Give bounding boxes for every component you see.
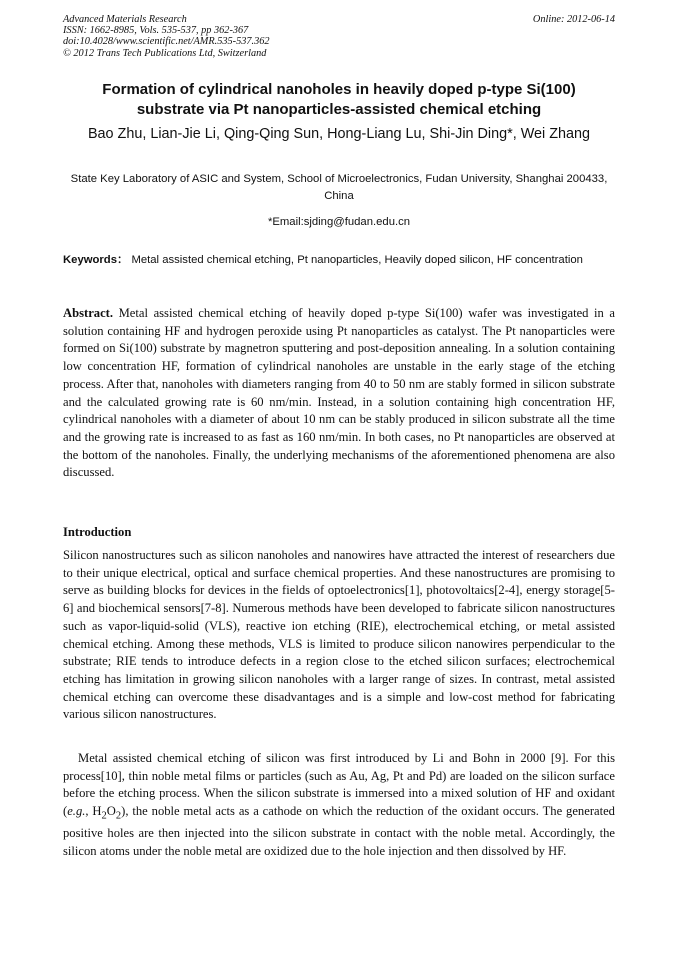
paper-title: Formation of cylindrical nanoholes in heavily doped p-type Si(100) substrate via Pt nanoparticles-assisted chemical etching: [102, 81, 576, 118]
keywords-section: [63, 252, 615, 269]
keywords-label: Keywords：: [63, 254, 129, 266]
doi-line: doi:10.4028/www.scientific.net/AMR.535-537.362: [63, 36, 270, 48]
copyright-line: © 2012 Trans Tech Publications Ltd, Switzerland: [63, 47, 267, 59]
para2-subscript-1: 2: [101, 810, 107, 822]
journal-name: Advanced Materials Research: [63, 14, 187, 25]
abstract-section: [63, 305, 615, 482]
keywords-text: Metal assisted chemical etching, Pt nanoparticles, Heavily doped silicon, HF concentration: [131, 254, 583, 266]
affiliation: State Key Laboratory of ASIC and System, School of Microelectronics, Fudan University, Shanghai 200433, China: [70, 173, 608, 202]
introduction-heading: Introduction: [63, 525, 132, 539]
para2-text-before: Metal assisted chemical etching of silicon was first introduced by Li and Bohn in 2000 [9]. For this process[10], thin noble metal films or particles (such as Au, Ag, Pt and Pd) are loaded on the silicon surface before the etching process. When the silicon substrate is immersed into a mixed solution of HF and oxidant (: [63, 751, 615, 819]
author-list: Bao Zhu, Lian-Jie Li, Qing-Qing Sun, Hong-Liang Lu, Shi-Jin Ding*, Wei Zhang: [87, 126, 591, 142]
para2-text-mid: , H: [85, 804, 102, 819]
abstract-label: Abstract.: [63, 306, 114, 320]
para2-oxygen: O: [106, 804, 116, 819]
corresponding-email: *Email:sjding@fudan.edu.cn: [267, 216, 411, 228]
introduction-paragraph-2: [63, 750, 615, 861]
abstract-text: Metal assisted chemical etching of heavily doped p-type Si(100) wafer was investigated in a solution containing HF and hydrogen peroxide using Pt nanoparticles as catalyst. The Pt nanoparticles were formed on Si(100) substrate by magnetron sputtering and post-deposition annealing. In a solution containing low concentration HF, formation of cylindrical nanoholes are unstable in the early stage of the etching process. After that, nanoholes with diameters ranging from 40 to 50 nm are stably formed in silicon substrate and the calculated growing rate is 60 nm/min. Instead, in a solution containing high concentration HF, cylindrical nanoholes with a diameter of about 10 nm can be stably produced in silicon substrate all the time and the growing rate is increased to as fast as 160 nm/min. In both cases, no Pt nanoparticles are observed at the bottom of the nanoholes. Finally, the underlying mechanisms of the aforementioned phenomena are also discussed.: [63, 306, 616, 480]
para2-subscript-2: 2: [115, 810, 122, 822]
online-date: Online: 2012-06-14: [532, 14, 615, 25]
issn-line: ISSN: 1662-8985, Vols. 535-537, pp 362-367: [63, 25, 249, 37]
introduction-paragraph-1: Silicon nanostructures such as silicon nanoholes and nanowires have attracted the interest of researchers due to their unique electrical, optical and surface chemical properties. And these nanostructures are promising to serve as building blocks for devices in the fields of optoelectronics[1], photovoltaics[2-4], energy storage[5-6] and biochemical sensors[7-8]. Numerous methods have been developed to fabricate silicon nanostructures such as vapor-liquid-solid (VLS), reactive ion etching (RIE), electrochemical etching, or metal assisted chemical etching. Among these methods, VLS is limited to produce silicon nanowires perpendicular to the substrate; RIE tends to introduce defects in a region close to the etched silicon surfaces; electrochemical etching has limitation in growing silicon nanoholes with a larger range of sizes. In contrast, metal assisted chemical etching can overcome these disadvantages and is a simple and low-cost method for fabricating various silicon nanostructures.: [63, 548, 615, 722]
para2-text-after: ), the noble metal acts as a cathode on which the reduction of the oxidant occurs. The generated positive holes are then injected into the silicon substrate in contact with the noble metal. Accordingly, the silicon atoms under the noble metal are oxidized due to the hole injection and then dissolved by HF.: [63, 804, 615, 859]
para2-eg: e.g.: [67, 804, 86, 819]
publication-header: [63, 14, 615, 59]
